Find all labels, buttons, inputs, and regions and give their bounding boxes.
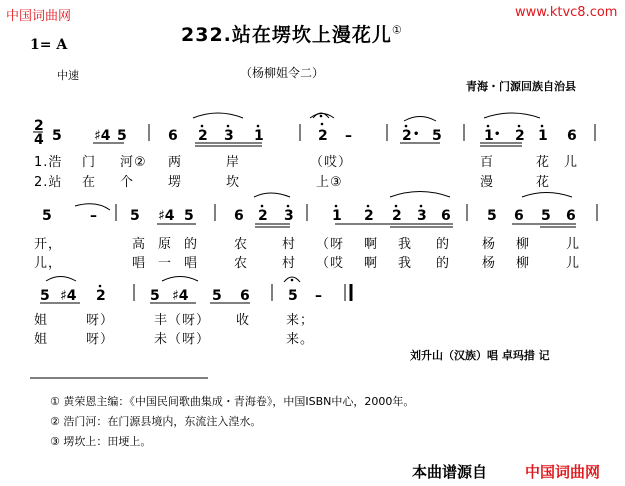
lyric: 百: [480, 155, 495, 170]
lyric: 杨: [482, 256, 497, 271]
svg-text:5: 5: [432, 128, 442, 144]
lyric: 农: [234, 256, 249, 271]
key-signature: 1= A: [30, 37, 68, 53]
lyric: 姐: [34, 313, 49, 328]
watermark-left: 中国词曲网: [6, 9, 72, 24]
lyric: 个: [120, 175, 135, 190]
lyric: 我: [398, 237, 413, 252]
svg-text:♯4: ♯4: [60, 288, 77, 304]
song-title-text: 232.站在塄坎上漫花儿: [181, 24, 392, 46]
lyric: 杨: [482, 237, 497, 252]
lyric: 花: [536, 175, 551, 190]
svg-text:♯4: ♯4: [158, 208, 175, 224]
svg-text:4: 4: [34, 132, 44, 148]
svg-text:2: 2: [96, 288, 106, 304]
svg-text:6: 6: [240, 288, 250, 304]
lyric: 儿: [566, 237, 581, 252]
svg-text:2: 2: [318, 128, 328, 144]
lyric: 唱: [184, 256, 199, 271]
svg-text:5: 5: [150, 288, 160, 304]
svg-text:5: 5: [541, 208, 551, 224]
lyric: 儿，: [34, 256, 63, 271]
svg-text:1: 1: [538, 128, 548, 144]
lyric: 我: [398, 256, 413, 271]
svg-text:3: 3: [417, 208, 427, 224]
lyric: 漫: [480, 175, 495, 190]
lyric: 啊: [364, 237, 379, 252]
svg-text:♯4: ♯4: [172, 288, 189, 304]
svg-text:3: 3: [284, 208, 294, 224]
lyric: 河②: [120, 155, 147, 170]
svg-text:5: 5: [42, 208, 52, 224]
svg-text:5: 5: [184, 208, 194, 224]
lyric: 柳: [516, 256, 531, 271]
svg-text:2: 2: [364, 208, 374, 224]
watermark-right: www.ktvc8.com: [515, 5, 618, 20]
lyric: 的: [436, 256, 451, 271]
svg-text:5: 5: [117, 128, 127, 144]
lyric: 的: [184, 237, 199, 252]
footnote-2: ② 浩门河：在门源县境内，东流注入湟水。: [50, 415, 262, 428]
tempo-marking: 中速: [57, 69, 79, 82]
lyric: 啊: [364, 256, 379, 271]
svg-text:1: 1: [484, 128, 494, 144]
svg-text:2: 2: [198, 128, 208, 144]
lyric: 花: [536, 155, 551, 170]
svg-text:6: 6: [567, 128, 577, 144]
lyric: 一: [158, 256, 173, 271]
lyric: 来。: [286, 332, 315, 347]
subtitle: （杨柳姐令二）: [240, 66, 325, 80]
lyric: 1.浩: [34, 155, 63, 170]
lyric: 门: [82, 155, 97, 170]
svg-text:2: 2: [515, 128, 525, 144]
svg-text:1: 1: [254, 128, 264, 144]
lyric: 开，: [34, 237, 63, 252]
lyric: 来；: [286, 313, 315, 328]
svg-text:5: 5: [288, 288, 298, 304]
lyric: 村: [282, 237, 297, 252]
lyric: 高: [132, 237, 147, 252]
footer-source: 本曲谱源自: [412, 463, 488, 481]
svg-text:2: 2: [34, 118, 44, 134]
svg-text:6: 6: [566, 208, 576, 224]
svg-text:6: 6: [168, 128, 178, 144]
svg-text:•: •: [413, 129, 420, 140]
svg-text:2: 2: [392, 208, 402, 224]
svg-text:6: 6: [441, 208, 451, 224]
svg-text:6: 6: [234, 208, 244, 224]
lyric: 呀）: [86, 313, 115, 328]
lyric: 两: [168, 155, 183, 170]
lyric: （呀: [316, 237, 345, 252]
svg-text:5: 5: [212, 288, 222, 304]
svg-text:5: 5: [40, 288, 50, 304]
lyric: 在: [82, 175, 97, 190]
svg-text:•: •: [494, 129, 501, 140]
svg-text:3: 3: [224, 128, 234, 144]
lyric: 2.站: [34, 175, 63, 190]
lyric: 塄: [168, 175, 183, 190]
lyric: （哎: [316, 256, 345, 271]
lyric: 收: [236, 313, 251, 328]
svg-text:2: 2: [402, 128, 412, 144]
lyric: 岸: [226, 155, 241, 170]
lyric: 姐: [34, 332, 49, 347]
credit: 刘升山（汉族）唱 卓玛措 记: [410, 349, 550, 362]
lyric: 坎: [226, 175, 241, 190]
lyric: 原: [158, 237, 173, 252]
lyric: 儿: [564, 155, 579, 170]
lyric: 未（呀）: [154, 332, 211, 347]
svg-text:♯4: ♯4: [94, 128, 111, 144]
lyric: （哎）: [310, 155, 353, 170]
svg-text:5: 5: [52, 128, 62, 144]
lyric: 村: [282, 256, 297, 271]
lyric: 唱: [132, 256, 147, 271]
svg-text:2: 2: [258, 208, 268, 224]
footer-site-link[interactable]: 中国词曲网: [525, 463, 601, 481]
svg-text:5: 5: [130, 208, 140, 224]
svg-text:1: 1: [332, 208, 342, 224]
lyric: 上③: [316, 175, 343, 190]
svg-text:6: 6: [514, 208, 524, 224]
svg-text:5: 5: [487, 208, 497, 224]
title-footnote-mark: ①: [391, 23, 403, 37]
lyric: 农: [234, 237, 249, 252]
lyric: 呀）: [86, 332, 115, 347]
footnote-3: ③ 塄坎上：田埂上。: [50, 435, 152, 448]
svg-text:–: –: [315, 288, 322, 304]
lyric: 儿: [566, 256, 581, 271]
lyric: 的: [436, 237, 451, 252]
lyric: 柳: [516, 237, 531, 252]
footnote-1: ① 黄荣恩主编：《中国民间歌曲集成・青海卷》，中国ISBN中心，2000年。: [50, 395, 415, 408]
lyric: 丰（呀）: [154, 313, 211, 328]
svg-text:–: –: [90, 208, 97, 224]
region: 青海・门源回族自治县: [466, 80, 576, 93]
svg-text:–: –: [345, 128, 352, 144]
